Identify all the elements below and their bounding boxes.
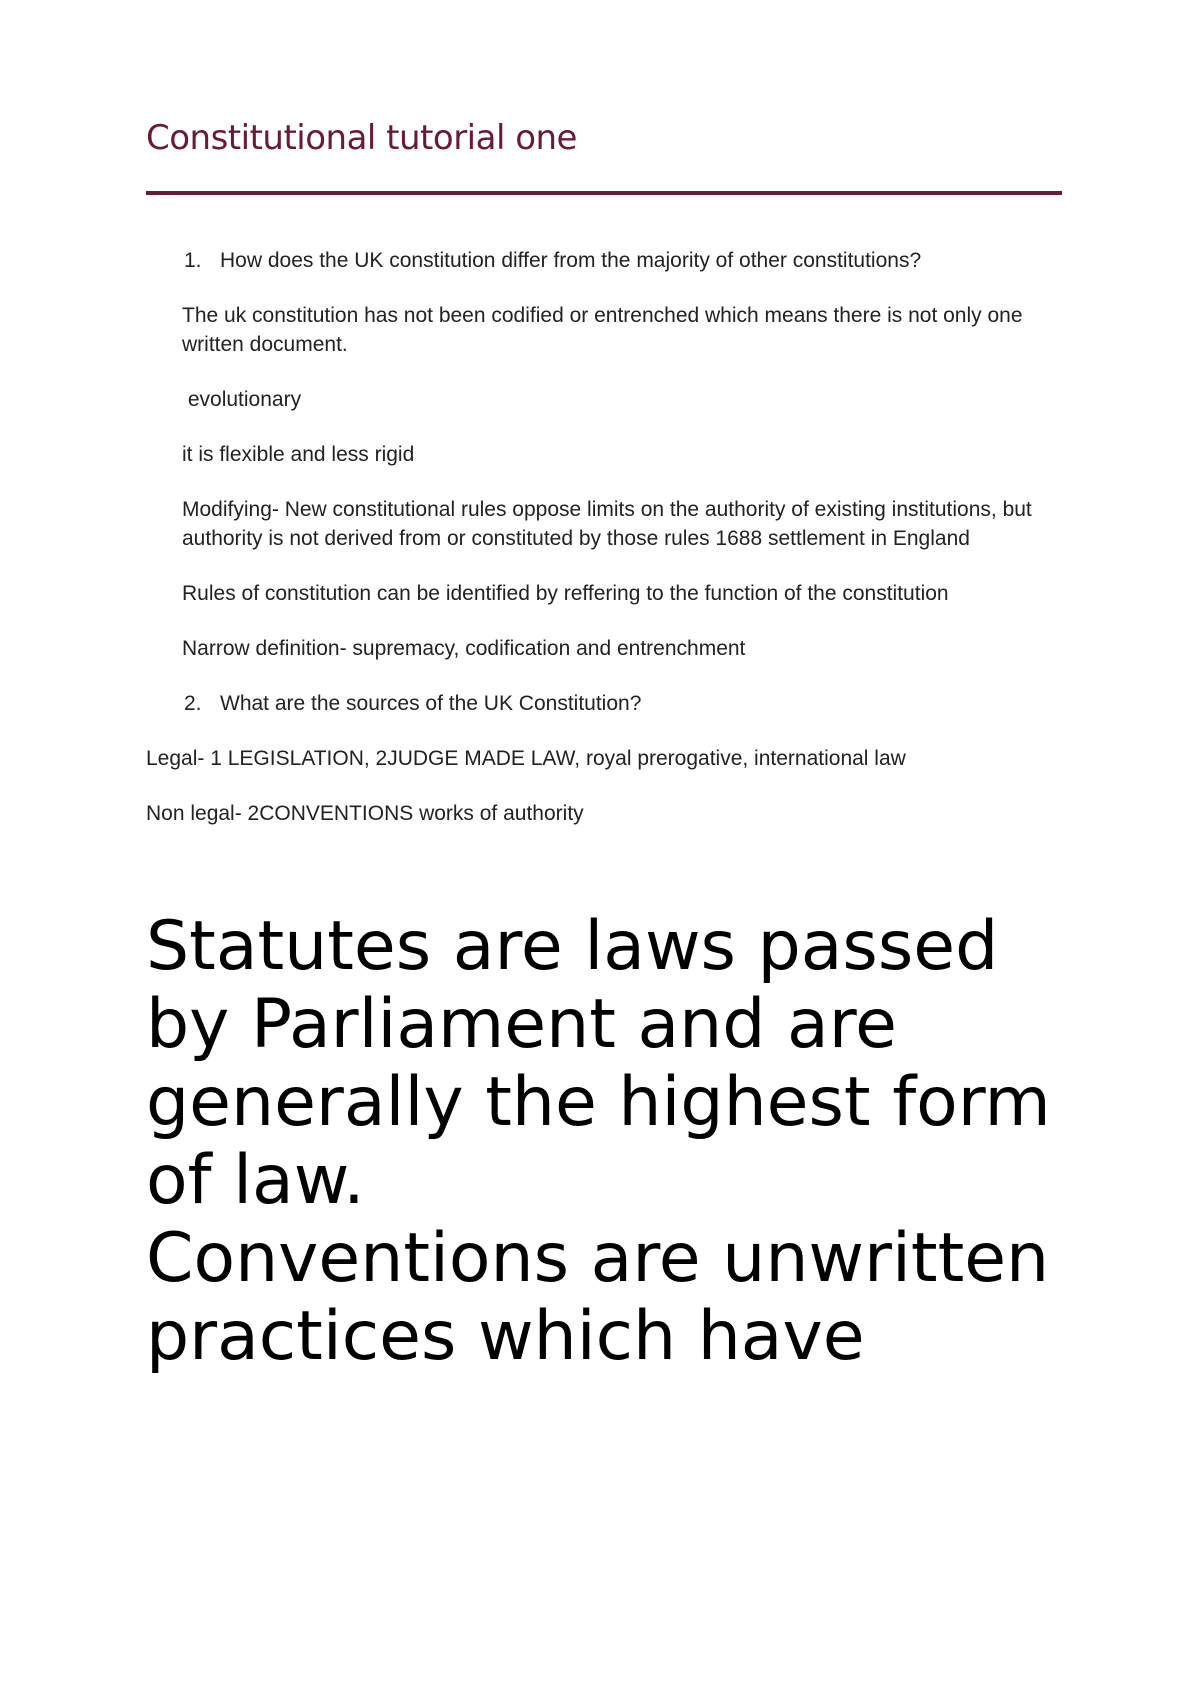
question-2-text: What are the sources of the UK Constitution? [220,692,642,715]
question-2 [146,689,1066,718]
answer-2-paragraph: Non legal- 2CONVENTIONS works of authority [146,802,584,825]
answer-1-paragraph: Modifying- New constitutional rules oppose limits on the authority of existing institutions, but authority is not derived from or constituted by those rules 1688 settlement in England [182,498,1032,550]
answer-1-paragraph: it is flexible and less rigid [182,443,415,466]
answer-1-paragraph: Narrow definition- supremacy, codification and entrenchment [182,637,746,660]
question-1-number: 1. [184,249,202,272]
large-text-block [146,908,1066,1376]
title-divider [146,191,1062,195]
answer-1-paragraph: Rules of constitution can be identified by reffering to the function of the constitution [182,582,949,605]
answer-1-paragraph: evolutionary [182,388,302,411]
document-title: Constitutional tutorial one [146,118,577,158]
document-body [146,246,1066,854]
large-text-conventions: Conventions are unwritten practices which have [146,1219,1050,1376]
answer-2-paragraph: Legal- 1 LEGISLATION, 2JUDGE MADE LAW, royal prerogative, international law [146,747,906,770]
answer-1-paragraph: The uk constitution has not been codified or entrenched which means there is not only one written document. [182,304,1023,356]
question-1 [146,246,1066,275]
question-1-text: How does the UK constitution differ from the majority of other constitutions? [220,249,922,272]
large-text-statutes: Statutes are laws passed by Parliament and are generally the highest form of law. [146,907,1051,1220]
question-2-number: 2. [184,692,202,715]
